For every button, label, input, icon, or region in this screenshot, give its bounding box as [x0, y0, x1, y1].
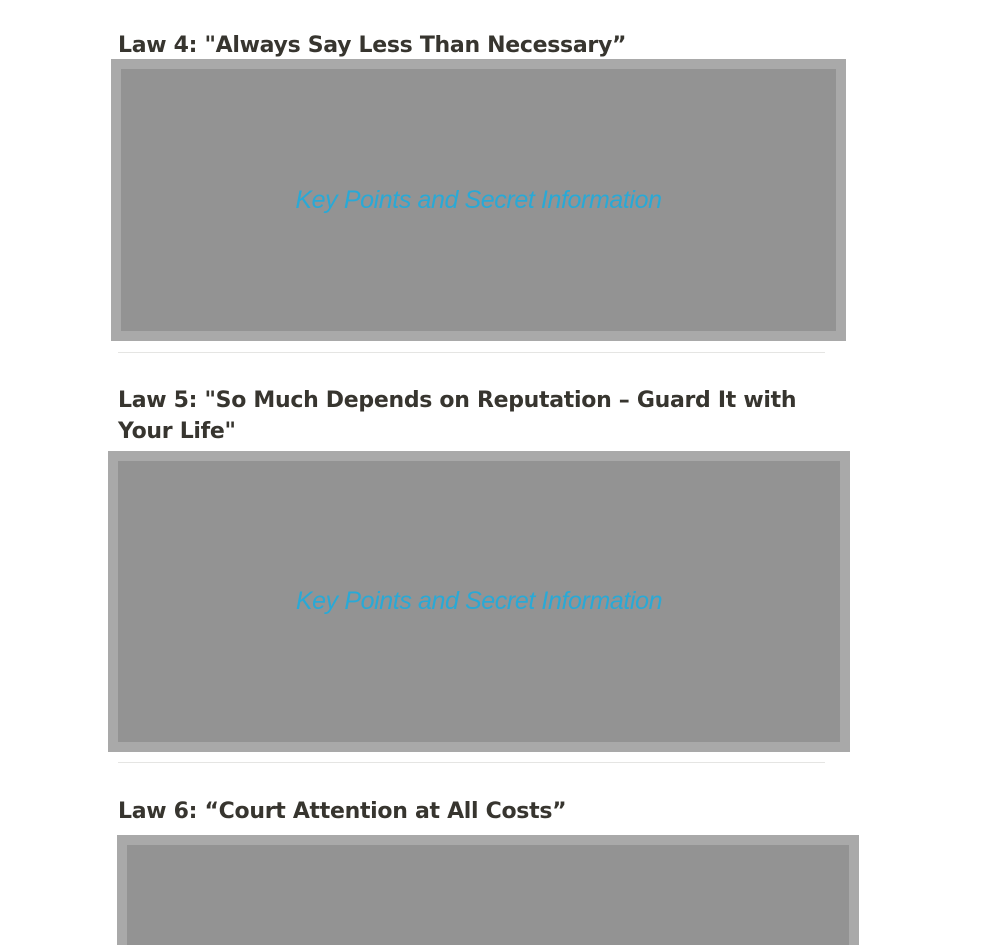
- law-6-heading: Law 6: “Court Attention at All Costs”: [118, 799, 567, 824]
- law-4-callout-text: Key Points and Secret Information: [295, 185, 662, 214]
- law-5-callout-block[interactable]: [108, 451, 850, 752]
- section-divider: [118, 762, 825, 763]
- law-6-callout-inner: [127, 845, 849, 945]
- law-4-heading: Law 4: "Always Say Less Than Necessary”: [118, 33, 627, 58]
- law-5-heading: Law 5: "So Much Depends on Reputation – Guard It with Your Life": [118, 388, 797, 444]
- section-divider: [118, 352, 825, 353]
- law-4-callout-inner: [121, 69, 836, 331]
- law-5-callout-text: Key Points and Secret Information: [295, 587, 663, 615]
- law-4-callout-block[interactable]: [111, 59, 846, 341]
- law-5-callout-inner: [118, 461, 840, 742]
- law-6-callout-block[interactable]: [117, 835, 859, 945]
